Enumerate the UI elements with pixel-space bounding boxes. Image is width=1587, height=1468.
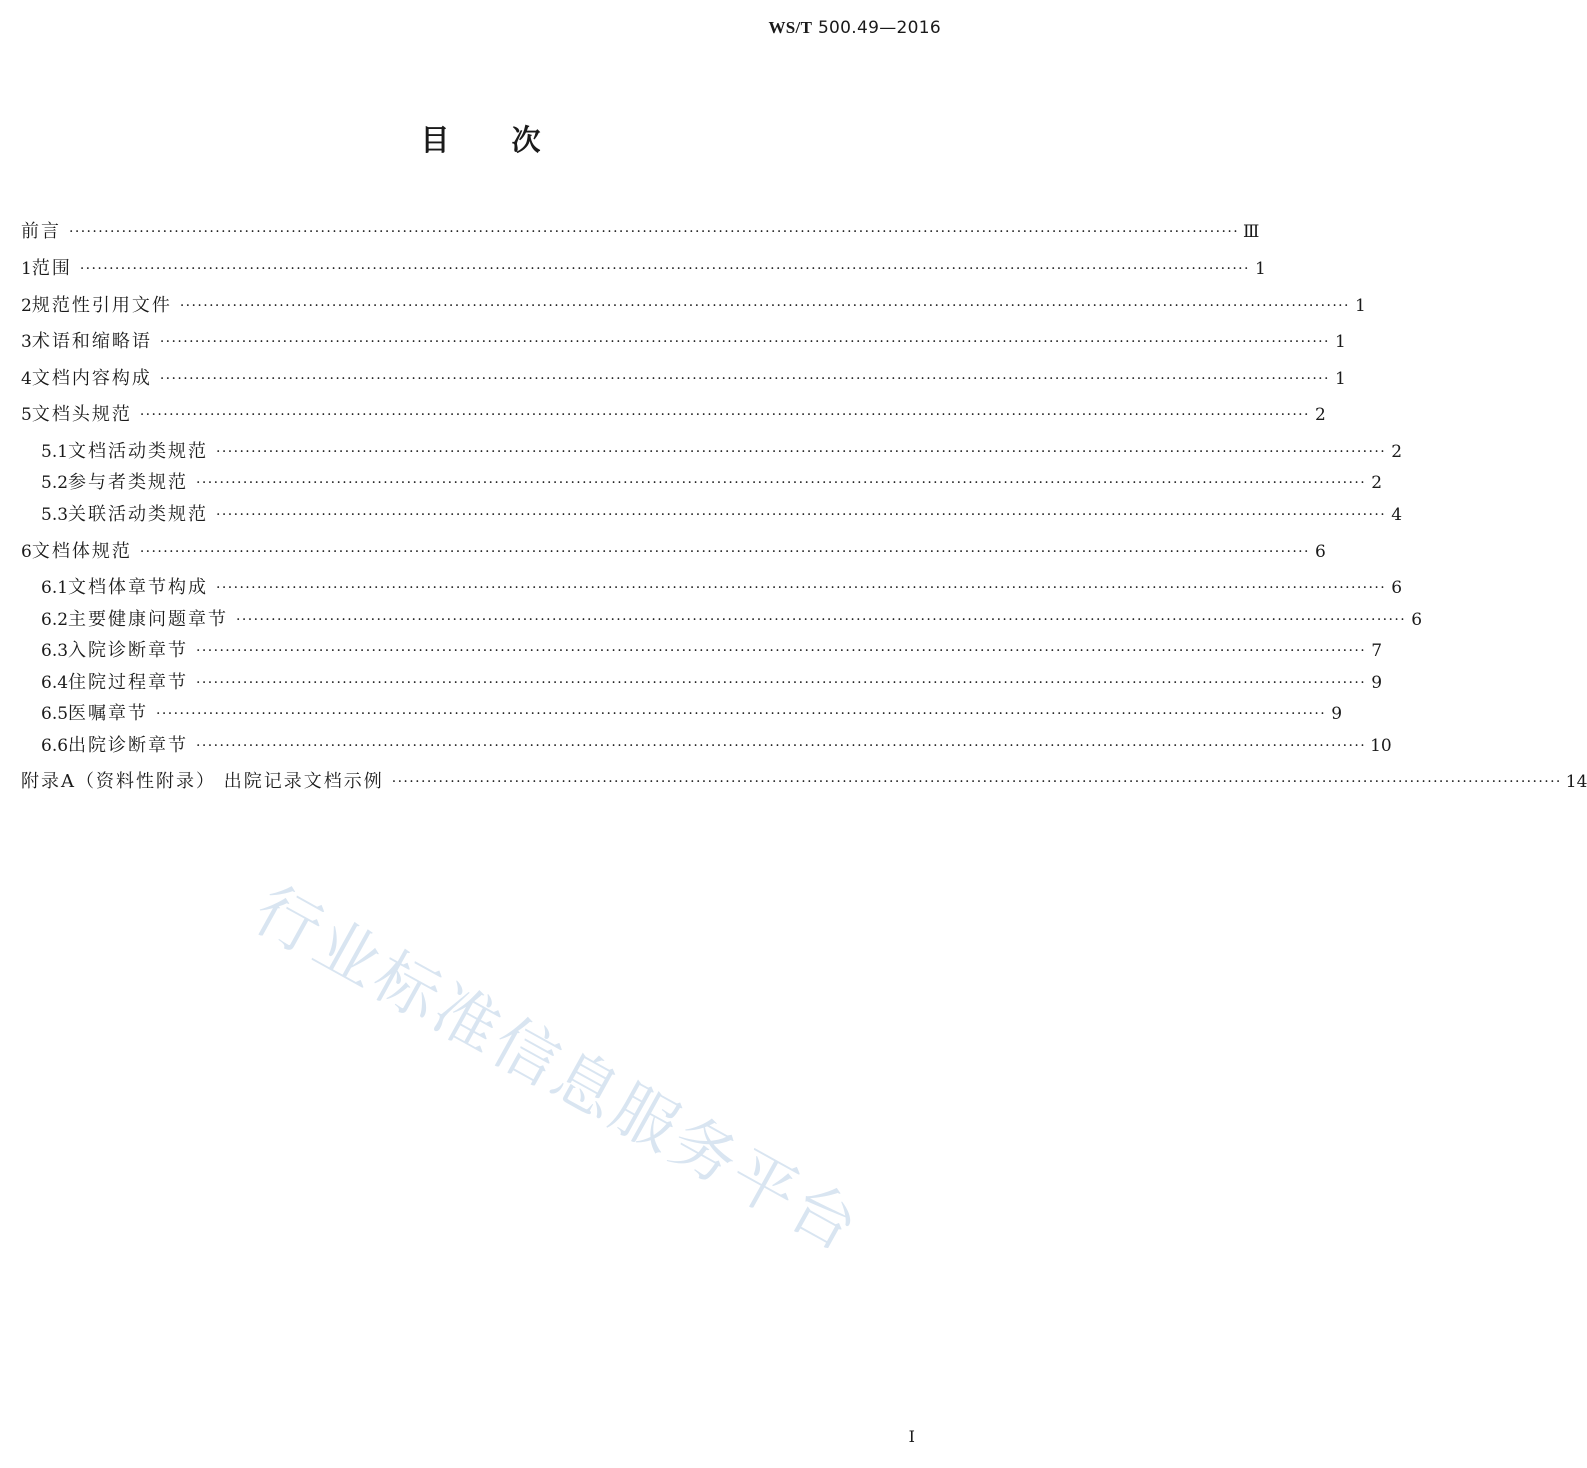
toc-page: 10 [1370, 736, 1392, 756]
toc-page: 1 [1335, 332, 1346, 352]
toc-entry[interactable] [21, 770, 1587, 794]
toc-entry[interactable] [41, 639, 1383, 663]
toc-number: 4 [21, 369, 32, 389]
toc-number: 6.4 [41, 673, 69, 693]
toc-leader-dots: ········································································································································································································ [391, 774, 1562, 790]
toc-page: 2 [1371, 473, 1383, 493]
toc-entry[interactable] [41, 702, 1343, 726]
page-number: I [908, 1427, 915, 1446]
toc-page: 14 [1565, 772, 1587, 792]
toc-leader-dots: ········································································································································································································ [159, 334, 1330, 350]
toc-page: Ⅲ [1243, 222, 1260, 242]
toc-label: 规范性引用文件 [31, 295, 172, 316]
toc-leader-dots: ········································································································································································································ [236, 612, 1407, 628]
toc-entry[interactable] [41, 471, 1383, 495]
toc-leader-dots: ········································································································································································································ [69, 224, 1240, 240]
toc-page: 6 [1315, 542, 1326, 562]
toc-page: 6 [1391, 578, 1403, 598]
toc-entry[interactable] [41, 503, 1403, 527]
toc-label: 医嘱章节 [68, 703, 149, 724]
toc-entry[interactable] [21, 330, 1346, 354]
toc-entry[interactable] [21, 220, 1260, 244]
toc-label: 主要健康问题章节 [68, 609, 229, 630]
toc-label: 文档活动类规范 [68, 441, 209, 462]
toc-entry[interactable] [41, 576, 1403, 600]
toc-entry[interactable] [21, 367, 1346, 391]
toc-leader-dots: ········································································································································································································ [79, 261, 1250, 277]
toc-leader-dots: ········································································································································································································ [159, 371, 1330, 387]
toc-leader-dots: ········································································································································································································ [216, 507, 1387, 523]
toc-number: 6.2 [41, 610, 69, 630]
toc-number: 1 [21, 259, 32, 279]
toc-page: 1 [1335, 369, 1346, 389]
toc-page: 1 [1255, 259, 1266, 279]
toc-number: 6.6 [41, 736, 69, 756]
toc-page: 2 [1391, 442, 1403, 462]
toc-page: 1 [1355, 296, 1366, 316]
toc-number: 6.1 [41, 578, 69, 598]
watermark: 行业标准信息服务平台 [241, 873, 873, 1268]
toc-number: 6.5 [41, 704, 69, 724]
toc-entry[interactable] [41, 671, 1383, 695]
toc-label: 文档头规范 [31, 404, 132, 425]
toc-label: 文档体章节构成 [68, 577, 209, 598]
toc-number: 3 [21, 332, 32, 352]
toc-label: 范围 [31, 258, 72, 279]
toc-leader-dots: ········································································································································································································ [139, 544, 1310, 560]
toc-label: 文档体规范 [31, 541, 132, 562]
standard-number: 500.49—2016 [817, 18, 941, 38]
toc-entry[interactable] [21, 257, 1266, 281]
toc-label: 术语和缩略语 [31, 331, 152, 352]
toc-number: 5.2 [41, 473, 69, 493]
toc-label: 参与者类规范 [68, 472, 189, 493]
toc-entry[interactable] [41, 440, 1403, 464]
toc-number: 2 [21, 296, 32, 316]
toc-number: 5 [21, 405, 32, 425]
document-code [769, 18, 942, 38]
toc-label: 出院诊断章节 [68, 735, 189, 756]
toc-entry[interactable] [41, 734, 1392, 758]
toc-label: 文档内容构成 [31, 368, 152, 389]
toc-number: 5.1 [41, 442, 69, 462]
toc-entry[interactable] [21, 403, 1326, 427]
toc-leader-dots: ········································································································································································································ [216, 444, 1387, 460]
toc-leader-dots: ········································································································································································································ [139, 407, 1310, 423]
toc-page: 2 [1315, 405, 1326, 425]
toc-label: 关联活动类规范 [68, 504, 209, 525]
toc-entry[interactable] [41, 608, 1423, 632]
standard-code: WS/T [768, 18, 813, 37]
toc-leader-dots: ········································································································································································································ [196, 738, 1367, 754]
page-title: 目次 [420, 123, 603, 157]
toc-label: 前言 [21, 221, 61, 242]
toc-label: 住院过程章节 [68, 672, 189, 693]
toc-page: 7 [1371, 641, 1383, 661]
toc-page: 9 [1371, 673, 1383, 693]
toc-page: 9 [1331, 704, 1343, 724]
toc-leader-dots: ········································································································································································································ [196, 643, 1367, 659]
toc-label: 入院诊断章节 [68, 640, 189, 661]
toc-page: 4 [1391, 505, 1403, 525]
toc-leader-dots: ········································································································································································································ [216, 580, 1387, 596]
toc-number: 6 [21, 542, 32, 562]
toc-leader-dots: ········································································································································································································ [196, 675, 1367, 691]
toc-number: 5.3 [41, 505, 69, 525]
toc-leader-dots: ········································································································································································································ [156, 706, 1327, 722]
toc-number: 6.3 [41, 641, 69, 661]
toc-label: 附录A（资料性附录） 出院记录文档示例 [21, 771, 384, 792]
toc-leader-dots: ········································································································································································································ [179, 298, 1350, 314]
toc-entry[interactable] [21, 540, 1326, 564]
toc-page: 6 [1411, 610, 1423, 630]
toc-leader-dots: ········································································································································································································ [196, 475, 1367, 491]
toc-entry[interactable] [21, 294, 1366, 318]
